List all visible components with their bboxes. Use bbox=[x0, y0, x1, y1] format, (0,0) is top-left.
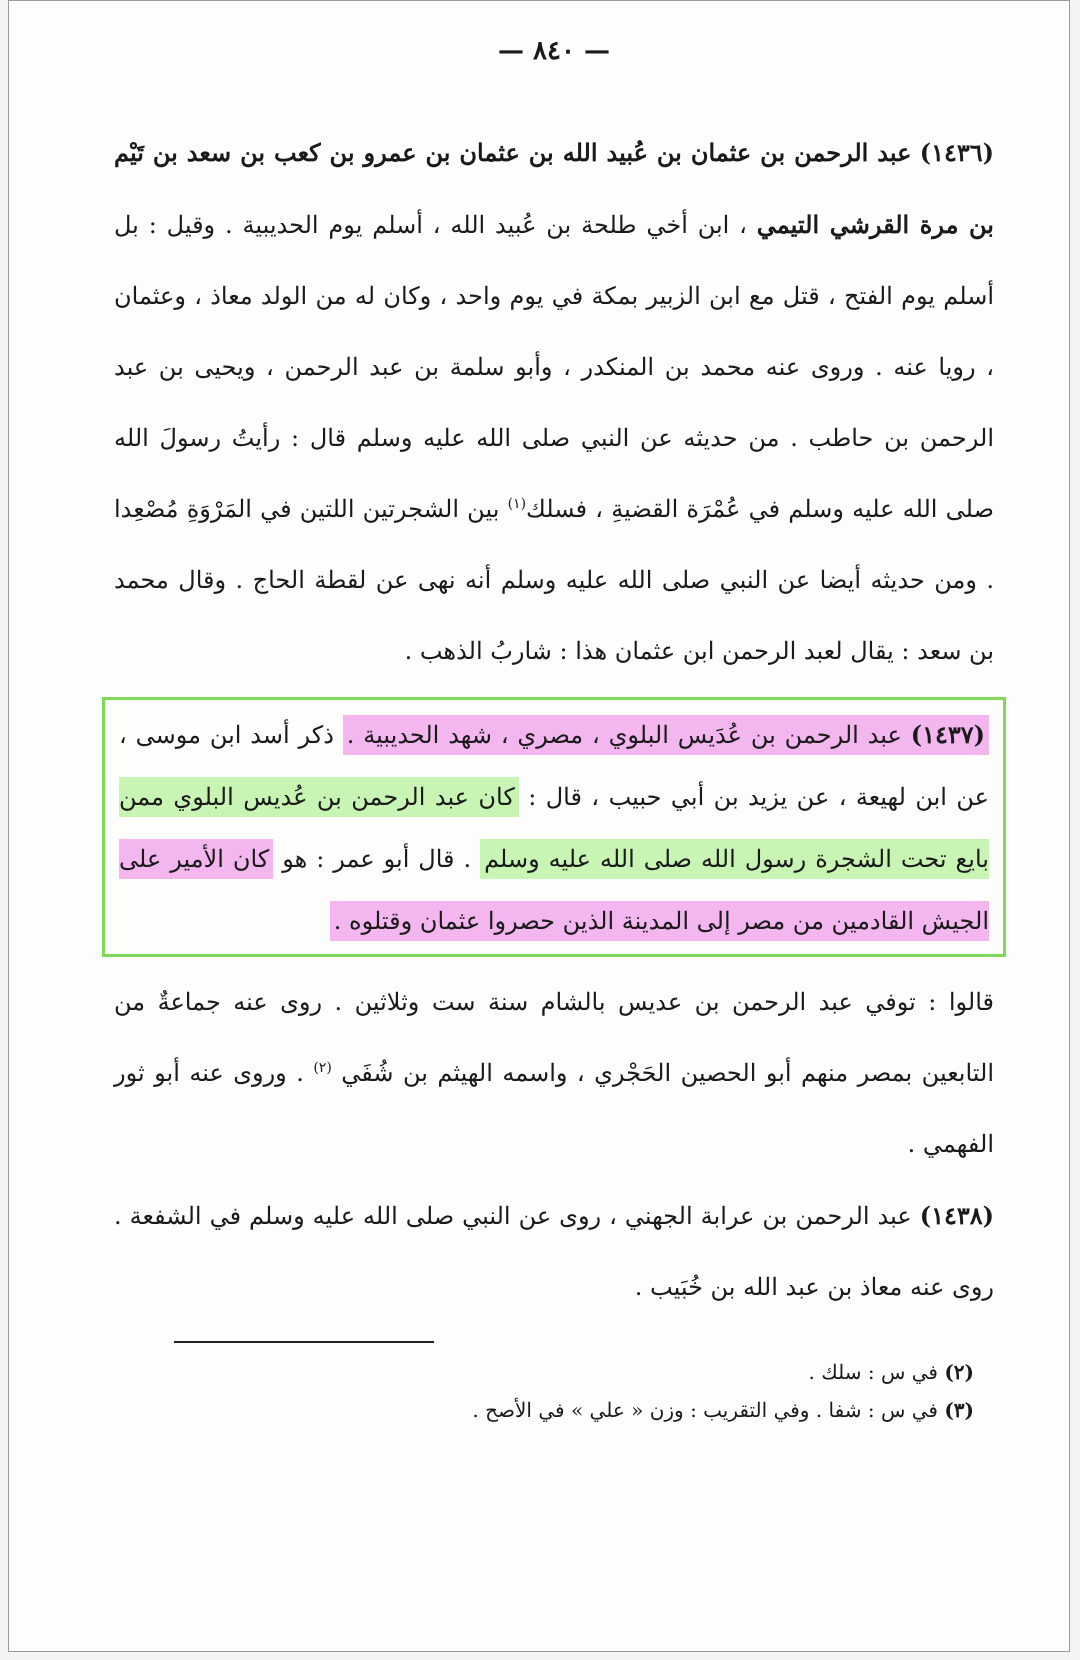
entry-text: ، روى عن النبي صلى الله عليه وسلم في الشفعة . روى عنه معاذ بن عبد الله بن خُبَيب . bbox=[114, 1202, 994, 1301]
entry-1437 bbox=[119, 704, 989, 952]
footnote-3 bbox=[114, 1391, 994, 1429]
footnote-divider bbox=[174, 1341, 434, 1343]
footnote-number: (٢) bbox=[944, 1360, 974, 1384]
footnote-text: في س : شفا . وفي التقريب : وزن « علي » في الأصح . bbox=[472, 1398, 938, 1422]
entry-number: (١٤٣٦) bbox=[919, 138, 994, 167]
highlight-text: عبد الرحمن بن عُدَيس البلوي ، مصري ، شهد الحديبية . bbox=[346, 721, 902, 749]
entry-number: (١٤٣٧) bbox=[910, 720, 985, 749]
entry-text: بين الشجرتين اللتين في المَرْوَةِ مُصْعِدا . ومن حديثه أيضا عن النبي صلى الله عليه وسلم أنه نهى عن لقطة الحاج . وقال محمد بن سعد : يقال لعبد الرحمن ابن عثمان هذا : شاربُ الذهب . bbox=[114, 495, 994, 665]
entry-name: عبد الرحمن بن عرابة الجهني bbox=[624, 1202, 912, 1230]
footnote-text: في س : سلك . bbox=[808, 1360, 938, 1384]
entry-text: قالوا : توفي عبد الرحمن بن عديس بالشام سنة ست وثلاثين . روى عنه جماعةٌ من التابعين بمصر منهم أبو الحصين الحَجْري ، واسمه الهيثم بن شُفَي bbox=[114, 988, 994, 1087]
page-sheet bbox=[8, 0, 1070, 1652]
entry-text: . وروى عنه أبو ثور الفهمي . bbox=[114, 1059, 994, 1158]
entry-text: . قال أبو عمر : هو bbox=[282, 845, 472, 873]
pink-highlight: كان الأمير على الجيش القادمين من مصر إلى المدينة الذين حصروا عثمان وقتلوه . bbox=[119, 839, 989, 941]
entry-number: (١٤٣٨) bbox=[919, 1201, 994, 1230]
entry-1436 bbox=[114, 117, 994, 687]
green-highlight: كان عبد الرحمن بن عُديس البلوي ممن بايع تحت الشجرة رسول الله صلى الله عليه وسلم bbox=[119, 777, 989, 879]
footnote-number: (٣) bbox=[944, 1398, 974, 1422]
entry-text: ، ابن أخي طلحة بن عُبيد الله ، أسلم يوم الحديبية . وقيل : بل أسلم يوم الفتح ، قتل مع ابن الزبير بمكة في يوم واحد ، وكان له من الولد معاذ ، وعثمان ، رويا عنه . وروى عنه محمد بن المنكدر ، وأبو سلمة بن عبد الرحمن ، ويحيى بن عبد الرحمن بن حاطب . من حديثه عن النبي صلى الله عليه وسلم قال : رأيتُ رسولَ الله صلى الله عليه وسلم في عُمْرَة القضيةِ ، فسلك bbox=[114, 211, 994, 523]
entry-1438 bbox=[114, 1180, 994, 1323]
pink-highlight bbox=[343, 715, 989, 755]
highlighted-entry-box bbox=[102, 697, 1006, 957]
page-number: — ٨٤٠ — bbox=[497, 36, 611, 66]
entry-text: ذكر أسد ابن موسى ، عن ابن لهيعة ، عن يزيد بن أبي حبيب ، قال : bbox=[119, 721, 989, 811]
entry-1437-continued bbox=[114, 967, 994, 1180]
footnote-marker: (٢) bbox=[313, 1060, 332, 1076]
entry-name: عبد الرحمن بن عثمان بن عُبيد الله بن عثمان بن عمرو بن كعب بن سعد بن تَيْم بن مرة القرشي التيمي bbox=[114, 138, 994, 239]
book-page bbox=[114, 31, 994, 1591]
footnote-2 bbox=[114, 1353, 994, 1391]
footnote-marker: (١) bbox=[507, 496, 527, 512]
